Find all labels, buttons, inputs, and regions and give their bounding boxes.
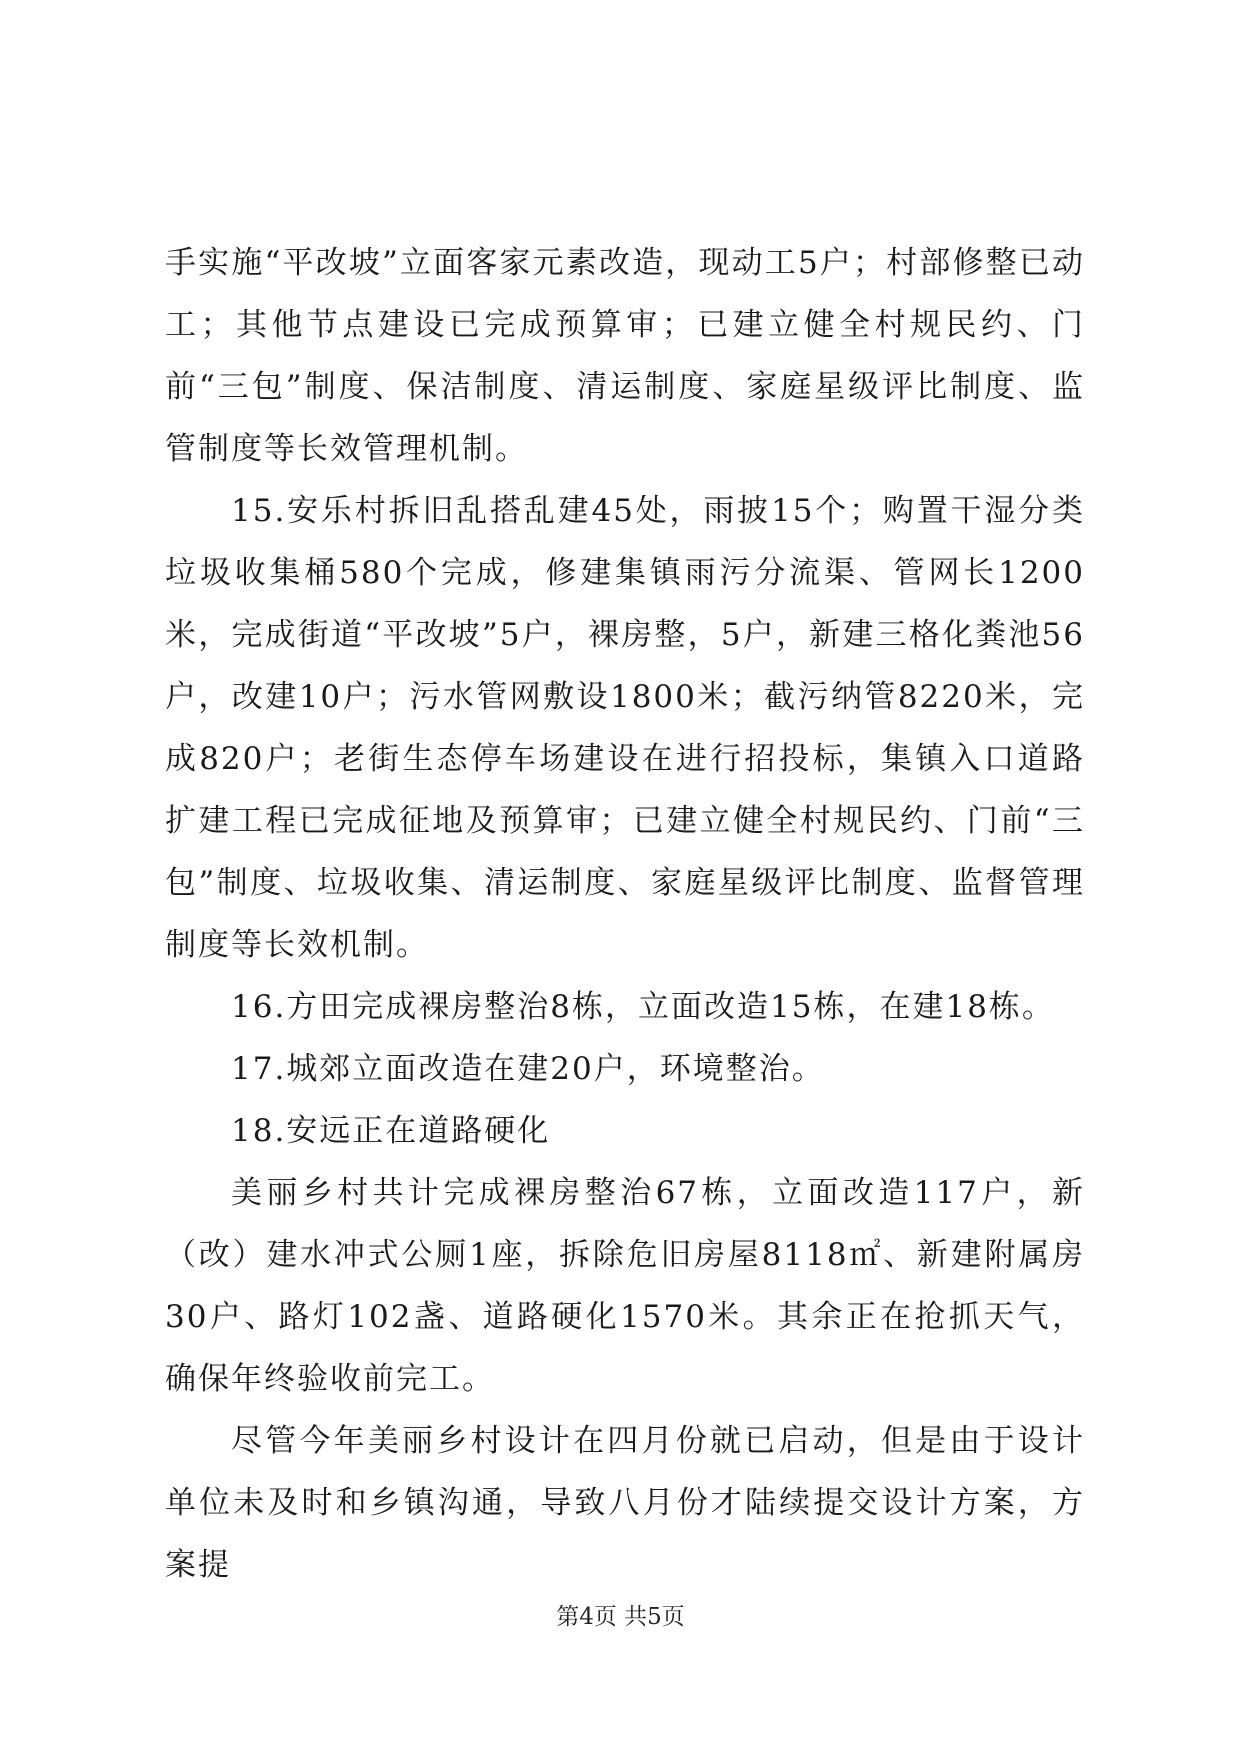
paragraph-item-15: 15.安乐村拆旧乱搭乱建45处，雨披15个；购置干湿分类垃圾收集桶580个完成，修建集镇雨污分流渠、管网长1200米，完成街道“平改坡”5户，裸房整，5户，新建三格化粪池56户，改建10户；污水管网敷设1800米；截污纳管8220米，完成820户；老街生态停车场建设在进行招投标，集镇入口道路扩建工程已完成征地及预算审；已建立健全村规民约、门前“三包”制度、垃圾收集、清运制度、家庭星级评比制度、监督管理制度等长效机制。 [165, 493, 1085, 963]
page-footer: 第4页 共5页 [556, 1604, 685, 1630]
paragraph-summary: 美丽乡村共计完成裸房整治67栋，立面改造117户，新（改）建水冲式公厕1座，拆除危旧房屋8118㎡、新建附属房30户、路灯102盏、道路硬化1570米。其余正在抢抓天气，确保年终验收前完工。 [165, 1175, 1085, 1397]
paragraph-item-17: 17.城郊立面改造在建20户，环境整治。 [231, 1051, 825, 1087]
document-body [165, 232, 1085, 1596]
paragraph-item-18: 18.安远正在道路硬化 [231, 1113, 551, 1149]
paragraph-item-16: 16.方田完成裸房整治8栋，立面改造15栋，在建18栋。 [231, 989, 1055, 1025]
paragraph-issues: 尽管今年美丽乡村设计在四月份就已启动，但是由于设计单位未及时和乡镇沟通，导致八月份才陆续提交设计方案，方案提 [165, 1423, 1085, 1583]
paragraph-continuation: 手实施“平改坡”立面客家元素改造，现动工5户；村部修整已动工；其他节点建设已完成预算审；已建立健全村规民约、门前“三包”制度、保洁制度、清运制度、家庭星级评比制度、监管制度等长效管理机制。 [165, 245, 1085, 467]
